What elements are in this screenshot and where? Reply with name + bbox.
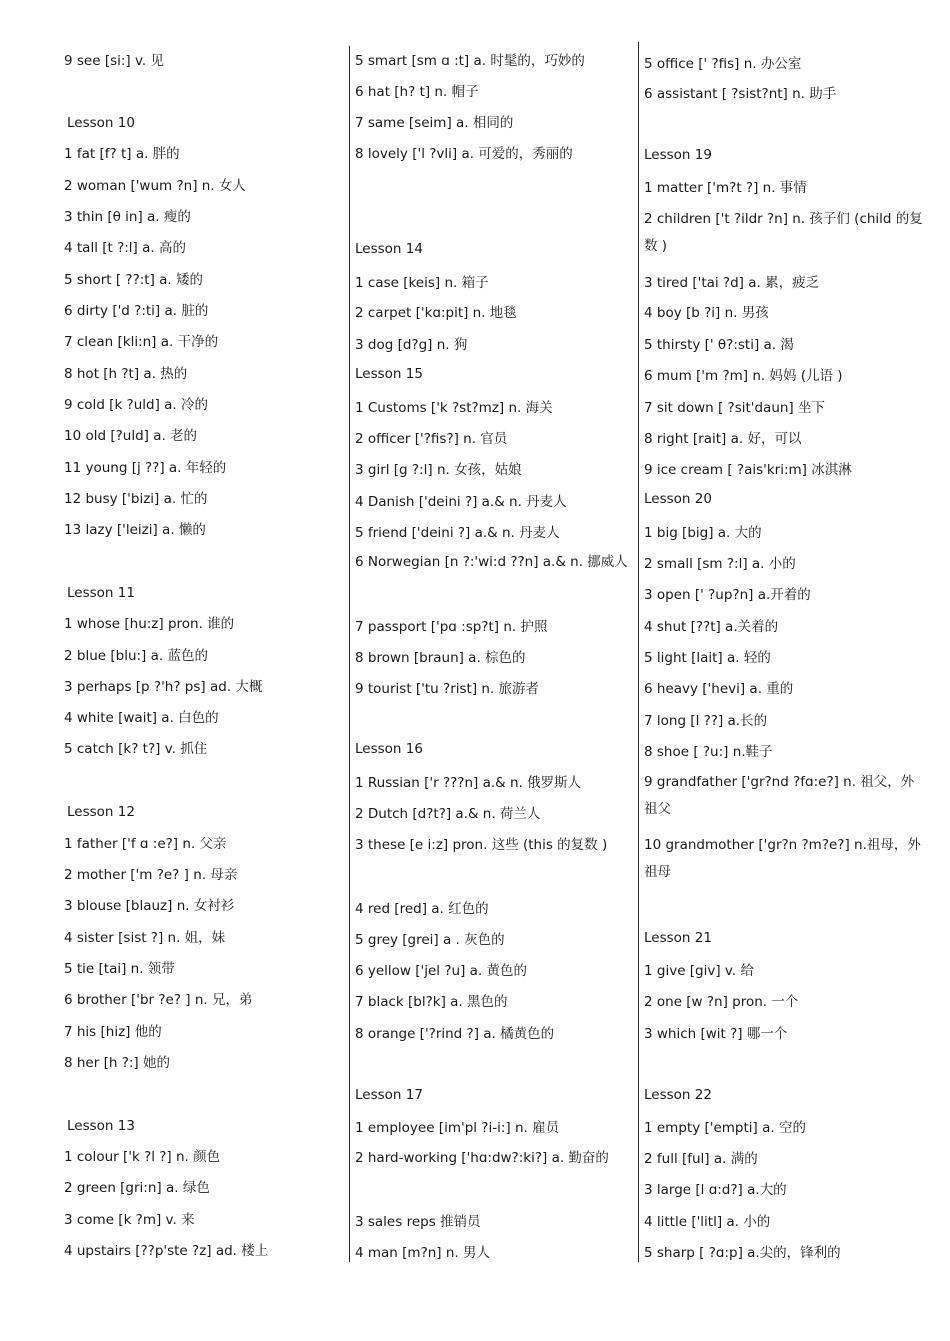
- word-entry: 1 matter ['m?t ?] n. 事情: [644, 180, 807, 196]
- word-entry: 3 girl [g ?:l] n. 女孩，姑娘: [355, 462, 522, 478]
- word-entry: 2 one [w ?n] pron. 一个: [644, 994, 799, 1010]
- word-entry: 1 give [giv] v. 给: [644, 963, 754, 979]
- word-entry: 8 her [h ?:] 她的: [64, 1055, 170, 1071]
- word-entry: 1 whose [hu:z] pron. 谁的: [64, 616, 235, 632]
- word-entry: 9 see [si:] v. 见: [64, 53, 164, 69]
- word-entry: 3 which [wit ?] 哪一个: [644, 1026, 788, 1042]
- word-entry: 12 busy ['bizi] a. 忙的: [64, 491, 208, 507]
- lesson-heading: Lesson 20: [644, 491, 712, 507]
- word-entry: 4 sister [sist ?] n. 姐，妹: [64, 930, 226, 946]
- word-entry: 3 these [e i:z] pron. 这些 (this 的复数 ): [355, 837, 608, 853]
- word-entry: 8 hot [h ?t] a. 热的: [64, 366, 188, 382]
- word-entry: 2 carpet ['kɑ:pit] n. 地毯: [355, 305, 517, 321]
- word-entry: 8 lovely ['l ?vli] a. 可爱的，秀丽的: [355, 146, 573, 162]
- word-entry: 3 come [k ?m] v. 来: [64, 1212, 195, 1228]
- lesson-heading: Lesson 10: [67, 115, 135, 131]
- lesson-heading: Lesson 12: [67, 804, 135, 820]
- word-entry: 1 father ['f ɑ :e?] n. 父亲: [64, 836, 227, 852]
- word-entry: 5 short [ ??:t] a. 矮的: [64, 272, 204, 288]
- word-entry: 13 lazy ['leizi] a. 懒的: [64, 522, 206, 538]
- word-entry: 6 dirty ['d ?:ti] a. 脏的: [64, 303, 209, 319]
- word-entry: 5 smart [sm ɑ :t] a. 时髦的，巧妙的: [355, 53, 585, 69]
- word-entry: 9 grandfather ['gr?nd ?fɑ:e?] n. 祖父，外祖父: [644, 774, 915, 817]
- word-entry: 3 perhaps [p ?'h? ps] ad. 大概: [64, 679, 263, 695]
- word-entry: 2 children ['t ?ildr ?n] n. 孩子们 (child 的复数 ): [644, 211, 923, 254]
- word-entry: 7 same [seim] a. 相同的: [355, 115, 514, 131]
- word-entry: 7 sit down [ ?sit'daun] 坐下: [644, 400, 825, 416]
- word-entry: 1 employee [im'pl ?i-i:] n. 雇员: [355, 1120, 560, 1136]
- word-entry: 5 catch [k? t?] v. 抓住: [64, 741, 208, 757]
- word-entry: 6 brother ['br ?e? ] n. 兄，弟: [64, 992, 253, 1008]
- word-entry: 4 upstairs [??p'ste ?z] ad. 楼上: [64, 1243, 269, 1259]
- lesson-heading: Lesson 14: [355, 241, 423, 257]
- word-entry: 3 dog [d?g] n. 狗: [355, 337, 468, 353]
- word-entry: 3 thin [θ in] a. 瘦的: [64, 209, 191, 225]
- word-entry: 4 white [wait] a. 白色的: [64, 710, 219, 726]
- word-entry: 4 tall [t ?:l] a. 高的: [64, 240, 186, 256]
- word-entry: 7 black [bl?k] a. 黑色的: [355, 994, 508, 1010]
- lesson-heading: Lesson 15: [355, 366, 423, 382]
- lesson-heading: Lesson 21: [644, 930, 712, 946]
- lesson-heading: Lesson 17: [355, 1087, 423, 1103]
- word-entry: 8 shoe [ ?u:] n.鞋子: [644, 744, 773, 760]
- word-entry: 4 shut [??t] a.关着的: [644, 619, 779, 635]
- word-entry: 4 man [m?n] n. 男人: [355, 1245, 490, 1261]
- word-entry: 1 Russian ['r ???n] a.& n. 俄罗斯人: [355, 775, 582, 791]
- word-entry: 1 Customs ['k ?st?mz] n. 海关: [355, 400, 553, 416]
- word-entry: 9 cold [k ?uld] a. 冷的: [64, 397, 209, 413]
- word-entry: 3 blouse [blauz] n. 女衬衫: [64, 898, 235, 914]
- word-entry: 8 right [rait] a. 好，可以: [644, 431, 802, 447]
- word-entry: 1 colour ['k ?l ?] n. 颜色: [64, 1149, 221, 1165]
- word-entry: 9 tourist ['tu ?rist] n. 旅游者: [355, 681, 540, 697]
- word-entry: 4 Danish ['deini ?] a.& n. 丹麦人: [355, 494, 567, 510]
- word-entry: 1 fat [f? t] a. 胖的: [64, 146, 180, 162]
- word-entry: 3 tired ['tai ?d] a. 累，疲乏: [644, 275, 820, 291]
- word-entry: 10 old [?uld] a. 老的: [64, 428, 198, 444]
- word-entry: 3 open [' ?up?n] a.开着的: [644, 587, 811, 603]
- word-entry: 8 brown [braun] a. 棕色的: [355, 650, 526, 666]
- column-divider: [638, 42, 639, 1262]
- word-entry: 2 mother ['m ?e? ] n. 母亲: [64, 867, 238, 883]
- word-entry: 5 office [' ?fis] n. 办公室: [644, 56, 802, 72]
- lesson-heading: Lesson 19: [644, 147, 712, 163]
- word-entry: 6 heavy ['hevi] a. 重的: [644, 681, 794, 697]
- word-entry: 6 Norwegian [n ?:'wi:d ??n] a.& n. 挪威人: [355, 554, 628, 570]
- word-entry: 1 case [keis] n. 箱子: [355, 275, 489, 291]
- word-entry: 1 empty ['empti] a. 空的: [644, 1120, 806, 1136]
- word-entry: 6 mum ['m ?m] n. 妈妈 (儿语 ): [644, 368, 843, 384]
- word-entry: 2 officer ['?fis?] n. 官员: [355, 431, 508, 447]
- word-entry: 5 tie [tai] n. 领带: [64, 961, 175, 977]
- word-entry: 2 small [sm ?:l] a. 小的: [644, 556, 796, 572]
- word-entry: 2 blue [blu:] a. 蓝色的: [64, 648, 208, 664]
- lesson-heading: Lesson 11: [67, 585, 135, 601]
- word-entry: 11 young [j ??] a. 年轻的: [64, 460, 227, 476]
- word-entry: 5 friend ['deini ?] a.& n. 丹麦人: [355, 525, 560, 541]
- lesson-heading: Lesson 22: [644, 1087, 712, 1103]
- word-entry: 6 yellow ['jel ?u] a. 黄色的: [355, 963, 527, 979]
- word-entry: 5 sharp [ ?ɑ:p] a.尖的，锋利的: [644, 1245, 841, 1261]
- word-entry: 2 green [gri:n] a. 绿色: [64, 1180, 210, 1196]
- word-entry: 3 sales reps 推销员: [355, 1214, 481, 1230]
- word-entry: 2 woman ['wum ?n] n. 女人: [64, 178, 246, 194]
- word-entry: 5 light [lait] a. 轻的: [644, 650, 771, 666]
- lesson-heading: Lesson 16: [355, 741, 423, 757]
- word-entry: 7 passport ['pɑ :sp?t] n. 护照: [355, 619, 548, 635]
- word-entry: 6 assistant [ ?sist?nt] n. 助手: [644, 86, 837, 102]
- word-entry: 8 orange ['?rind ?] a. 橘黄色的: [355, 1026, 555, 1042]
- word-entry: 1 big [big] a. 大的: [644, 525, 762, 541]
- word-entry: 4 boy [b ?i] n. 男孩: [644, 305, 769, 321]
- word-entry: 7 his [hiz] 他的: [64, 1024, 162, 1040]
- word-entry: 2 hard-working ['hɑ:dw?:ki?] a. 勤奋的: [355, 1150, 609, 1166]
- word-entry: 6 hat [h? t] n. 帽子: [355, 84, 479, 100]
- word-entry: 2 Dutch [d?t?] a.& n. 荷兰人: [355, 806, 541, 822]
- word-entry: 3 large [l ɑ:d?] a.大的: [644, 1182, 787, 1198]
- lesson-heading: Lesson 13: [67, 1118, 135, 1134]
- word-entry: 10 grandmother ['gr?n ?m?e?] n.祖母，外祖母: [644, 837, 921, 880]
- column-divider: [349, 46, 350, 1262]
- word-entry: 7 clean [kli:n] a. 干净的: [64, 334, 219, 350]
- word-entry: 2 full [ful] a. 满的: [644, 1151, 758, 1167]
- word-entry: 9 ice cream [ ?ais'kri:m] 冰淇淋: [644, 462, 852, 478]
- word-entry: 5 grey [grei] a . 灰色的: [355, 932, 505, 948]
- word-entry: 5 thirsty [' θ?:sti] a. 渴: [644, 337, 794, 353]
- word-entry: 7 long [l ??] a.长的: [644, 713, 768, 729]
- word-entry: 4 red [red] a. 红色的: [355, 901, 489, 917]
- word-entry: 4 little ['litl] a. 小的: [644, 1214, 771, 1230]
